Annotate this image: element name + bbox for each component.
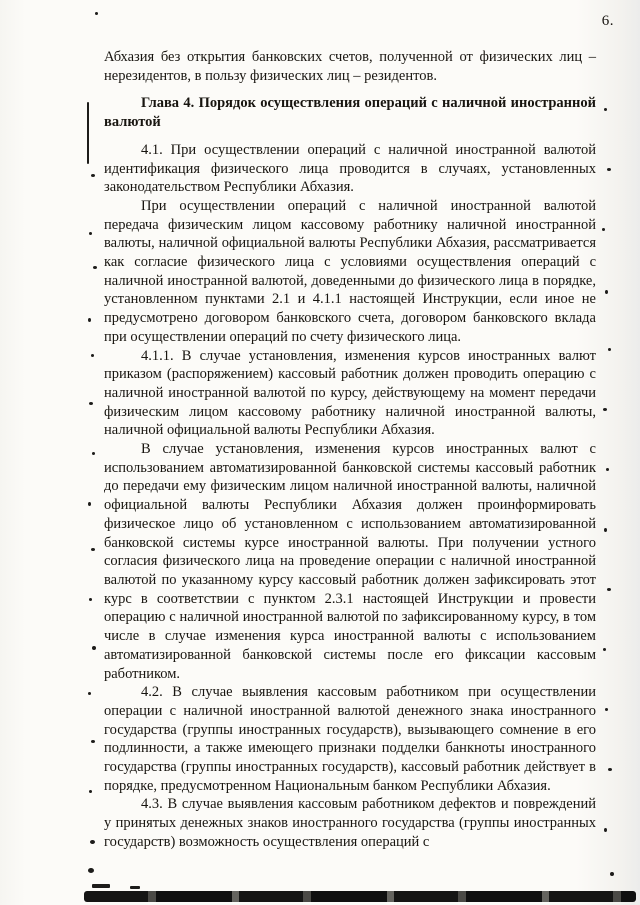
scan-artifact: [91, 354, 94, 357]
scan-artifact: [92, 884, 110, 888]
scan-artifact: [89, 598, 92, 601]
scan-artifact: [91, 174, 95, 177]
scan-artifact: [88, 502, 91, 506]
scan-artifact: [87, 102, 89, 164]
page-number: 6.: [601, 13, 614, 29]
scan-artifact: [89, 790, 92, 793]
scan-artifact: [604, 108, 607, 111]
scan-artifact: [608, 348, 611, 351]
scan-artifact: [608, 768, 612, 771]
scan-artifact: [88, 318, 91, 322]
document-body: [104, 48, 596, 852]
scan-artifact: [95, 12, 98, 15]
paragraph: 4.2. В случае выявления кассовым работником при осуществлении операции с наличной иностранной валютой денежного знака иностранного государства (группы иностранных государств), вызывающего сомнение в его подлинности, а также имеющего признаки подделки банкноты иностранного государства (группы иностранных государств), кассовый работник действует в порядке, предусмотренном Национальным банком Республики Абхазия.: [104, 684, 596, 794]
scan-artifact: [606, 468, 609, 471]
scan-artifact: [89, 232, 92, 235]
scan-edge-artifact: [84, 891, 636, 902]
paragraph: В случае установления, изменения курсов иностранных валют с использованием автоматизированной банковской системы кассовый работник до передачи ему физическим лицом наличной иностранной валюты, наличной официальной валюты Республики Абхазия должен проинформировать физическое лицо об установленном с использованием автоматизированной банковской системы курсе иностранной валюты. При получении устного согласия физического лица на проведение операции с наличной иностранной валютой по указанному курсу кассовый работник должен зафиксировать этот курс в соответствии с пунктом 2.3.1 настоящей Инструкции и провести операцию с наличной иностранной валютой по зафиксированному курсу, в том числе в случае изменения курса иностранной валюты с использованием автоматизированной банковской системы после его фиксации кассовым работником.: [104, 441, 596, 682]
scan-artifact: [604, 528, 607, 532]
paragraph: При осуществлении операций с наличной иностранной валютой передача физическим лицом кассовому работнику наличной иностранной валюты, наличной официальной валюты Республики Абхазия, рассматривается как согласие физического лица с условиями осуществления операций с наличной иностранной валютой, доведенными до физического лица в порядке, установленном пунктами 2.1 и 4.1.1 настоящей Инструкции, если иное не предусмотрено договором банковского счета, договором банковского вклада при осуществлении операций по счету физического лица.: [104, 197, 596, 345]
scan-artifact: [88, 868, 94, 873]
scan-artifact: [90, 840, 95, 844]
scan-artifact: [604, 828, 607, 832]
scan-artifact: [91, 548, 95, 551]
scan-artifact: [93, 266, 97, 269]
paragraph: 4.1.1. В случае установления, изменения курсов иностранных валют приказом (распоряжением) кассовый работник должен проводить операцию с наличной иностранной валютой по курсу, действующему на момент передачи физическим лицом кассовому работнику наличной иностранной валюты, наличной официальной валюты Республики Абхазия.: [104, 347, 596, 439]
scan-artifact: [607, 168, 611, 171]
scan-artifact: [91, 740, 95, 743]
scan-artifact: [605, 708, 608, 711]
scan-artifact: [89, 402, 93, 405]
scan-artifact: [602, 228, 605, 231]
scan-artifact: [92, 646, 96, 650]
paragraph: 4.1. При осуществлении операций с наличной иностранной валютой идентификация физического лица проводится в случаях, установленных законодательством Республики Абхазия.: [104, 141, 596, 196]
scan-artifact: [607, 588, 611, 591]
scan-artifact: [603, 408, 607, 411]
scan-artifact: [603, 648, 606, 651]
paragraph-continuation: Абхазия без открытия банковских счетов, полученной от физических лиц – нерезидентов, в пользу физических лиц – резидентов.: [104, 49, 596, 84]
scan-artifact: [605, 290, 608, 294]
chapter-heading: Глава 4. Порядок осуществления операций с наличной иностранной валютой: [104, 95, 596, 131]
scan-artifact: [92, 452, 95, 455]
paragraph: 4.3. В случае выявления кассовым работником дефектов и повреждений у принятых денежных знаков иностранного государства (группы иностранных государств) возможность осуществления операций с: [104, 796, 596, 850]
scan-artifact: [130, 886, 140, 889]
scan-artifact: [88, 692, 91, 695]
scan-artifact: [610, 872, 614, 876]
